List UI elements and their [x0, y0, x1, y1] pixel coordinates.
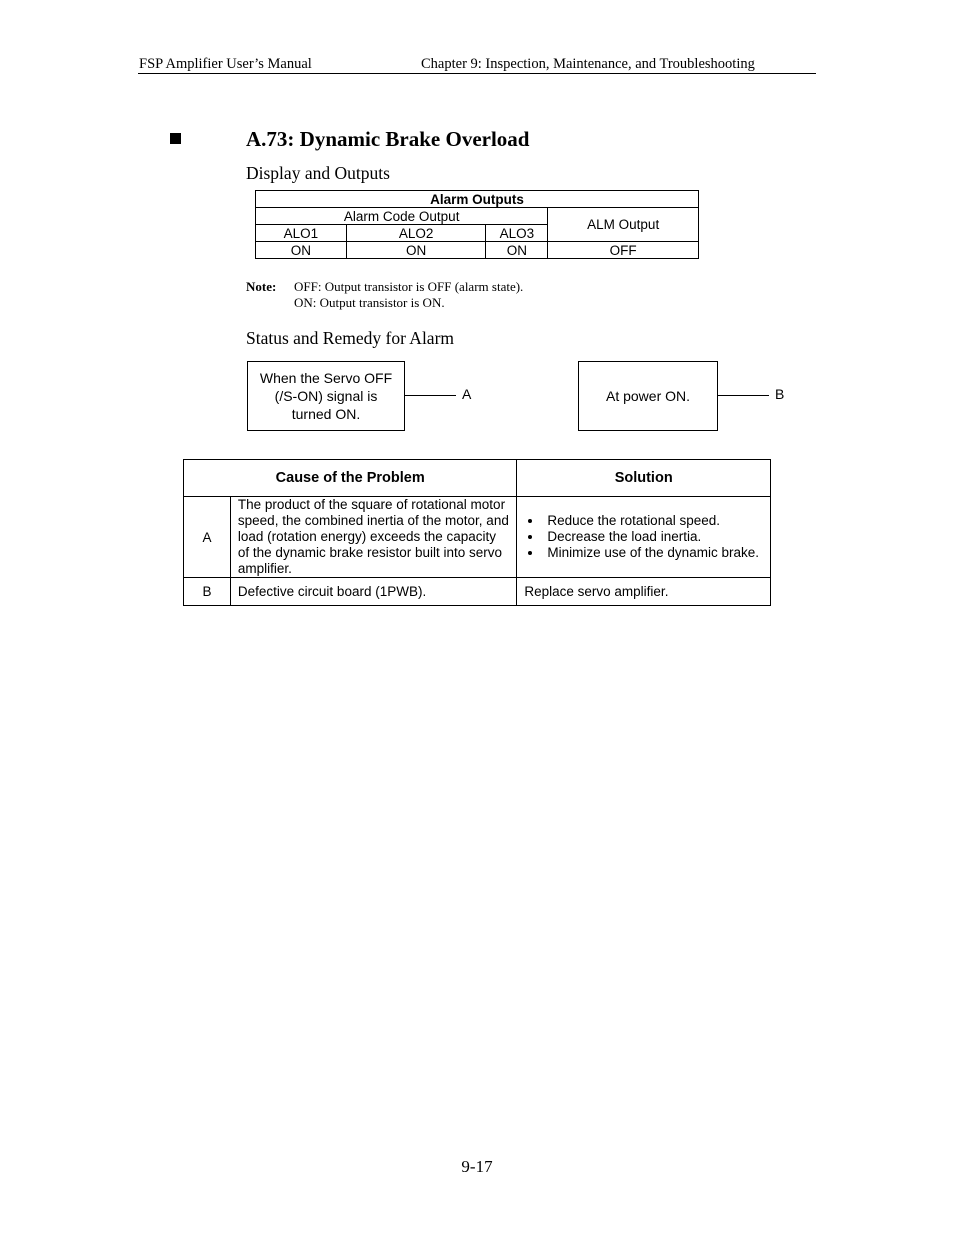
row-a-solution [517, 497, 771, 578]
status-box-b-text: At power ON. [605, 388, 691, 404]
row-b-solution: Replace servo amplifier. [517, 578, 771, 606]
list-item: • Minimize use of the dynamic brake. [543, 545, 764, 561]
status-a-label: A [462, 386, 472, 402]
alm-value: OFF [548, 242, 699, 259]
square-bullet-icon [170, 133, 181, 144]
note-line-1: OFF: Output transistor is OFF (alarm state). [294, 279, 524, 294]
header-rule [138, 73, 816, 74]
header-manual-title: FSP Amplifier User’s Manual [139, 56, 312, 72]
row-a-id: A [184, 497, 231, 578]
status-b-label: B [775, 386, 785, 402]
remedy-table [183, 459, 771, 606]
table-row [184, 578, 771, 606]
alo1-header: ALO1 [256, 225, 347, 242]
status-a-leader-line [404, 395, 456, 396]
alm-output-header: ALM Output [548, 208, 699, 242]
status-b-leader-line [717, 395, 769, 396]
page-number: 9-17 [461, 1157, 493, 1176]
alo3-header: ALO3 [486, 225, 548, 242]
status-box-a-text: When the Servo OFF (/S-ON) signal is turned ON. [259, 370, 393, 422]
display-outputs-heading: Display and Outputs [246, 163, 390, 183]
row-a-cause: The product of the square of rotational motor speed, the combined inertia of the motor, and load (rotation energy) exceeds the capacity of the dynamic brake resistor built into servo amplifier. [230, 497, 516, 578]
alo3-value: ON [486, 242, 548, 259]
row-a-solution-list [521, 513, 764, 561]
alarm-code-output-header: Alarm Code Output [256, 208, 548, 225]
solution-header: Solution [517, 460, 771, 497]
row-b-cause: Defective circuit board (1PWB). [230, 578, 516, 606]
status-box-b [578, 361, 718, 431]
cause-header: Cause of the Problem [184, 460, 517, 497]
alo2-header: ALO2 [346, 225, 486, 242]
status-box-a [247, 361, 405, 431]
list-item: • Reduce the rotational speed. [543, 513, 764, 529]
alo2-value: ON [346, 242, 486, 259]
table-row [184, 497, 771, 578]
alarm-outputs-table [255, 190, 699, 259]
header-chapter-title: Chapter 9: Inspection, Maintenance, and Troubleshooting [421, 56, 755, 72]
row-b-id: B [184, 578, 231, 606]
note-line-2: ON: Output transistor is ON. [294, 295, 445, 310]
section-title: A.73: Dynamic Brake Overload [246, 127, 530, 151]
status-remedy-heading: Status and Remedy for Alarm [246, 328, 455, 348]
list-item: • Decrease the load inertia. [543, 529, 764, 545]
alarm-outputs-title: Alarm Outputs [256, 191, 699, 208]
note-label: Note: [246, 279, 277, 294]
alo1-value: ON [256, 242, 347, 259]
